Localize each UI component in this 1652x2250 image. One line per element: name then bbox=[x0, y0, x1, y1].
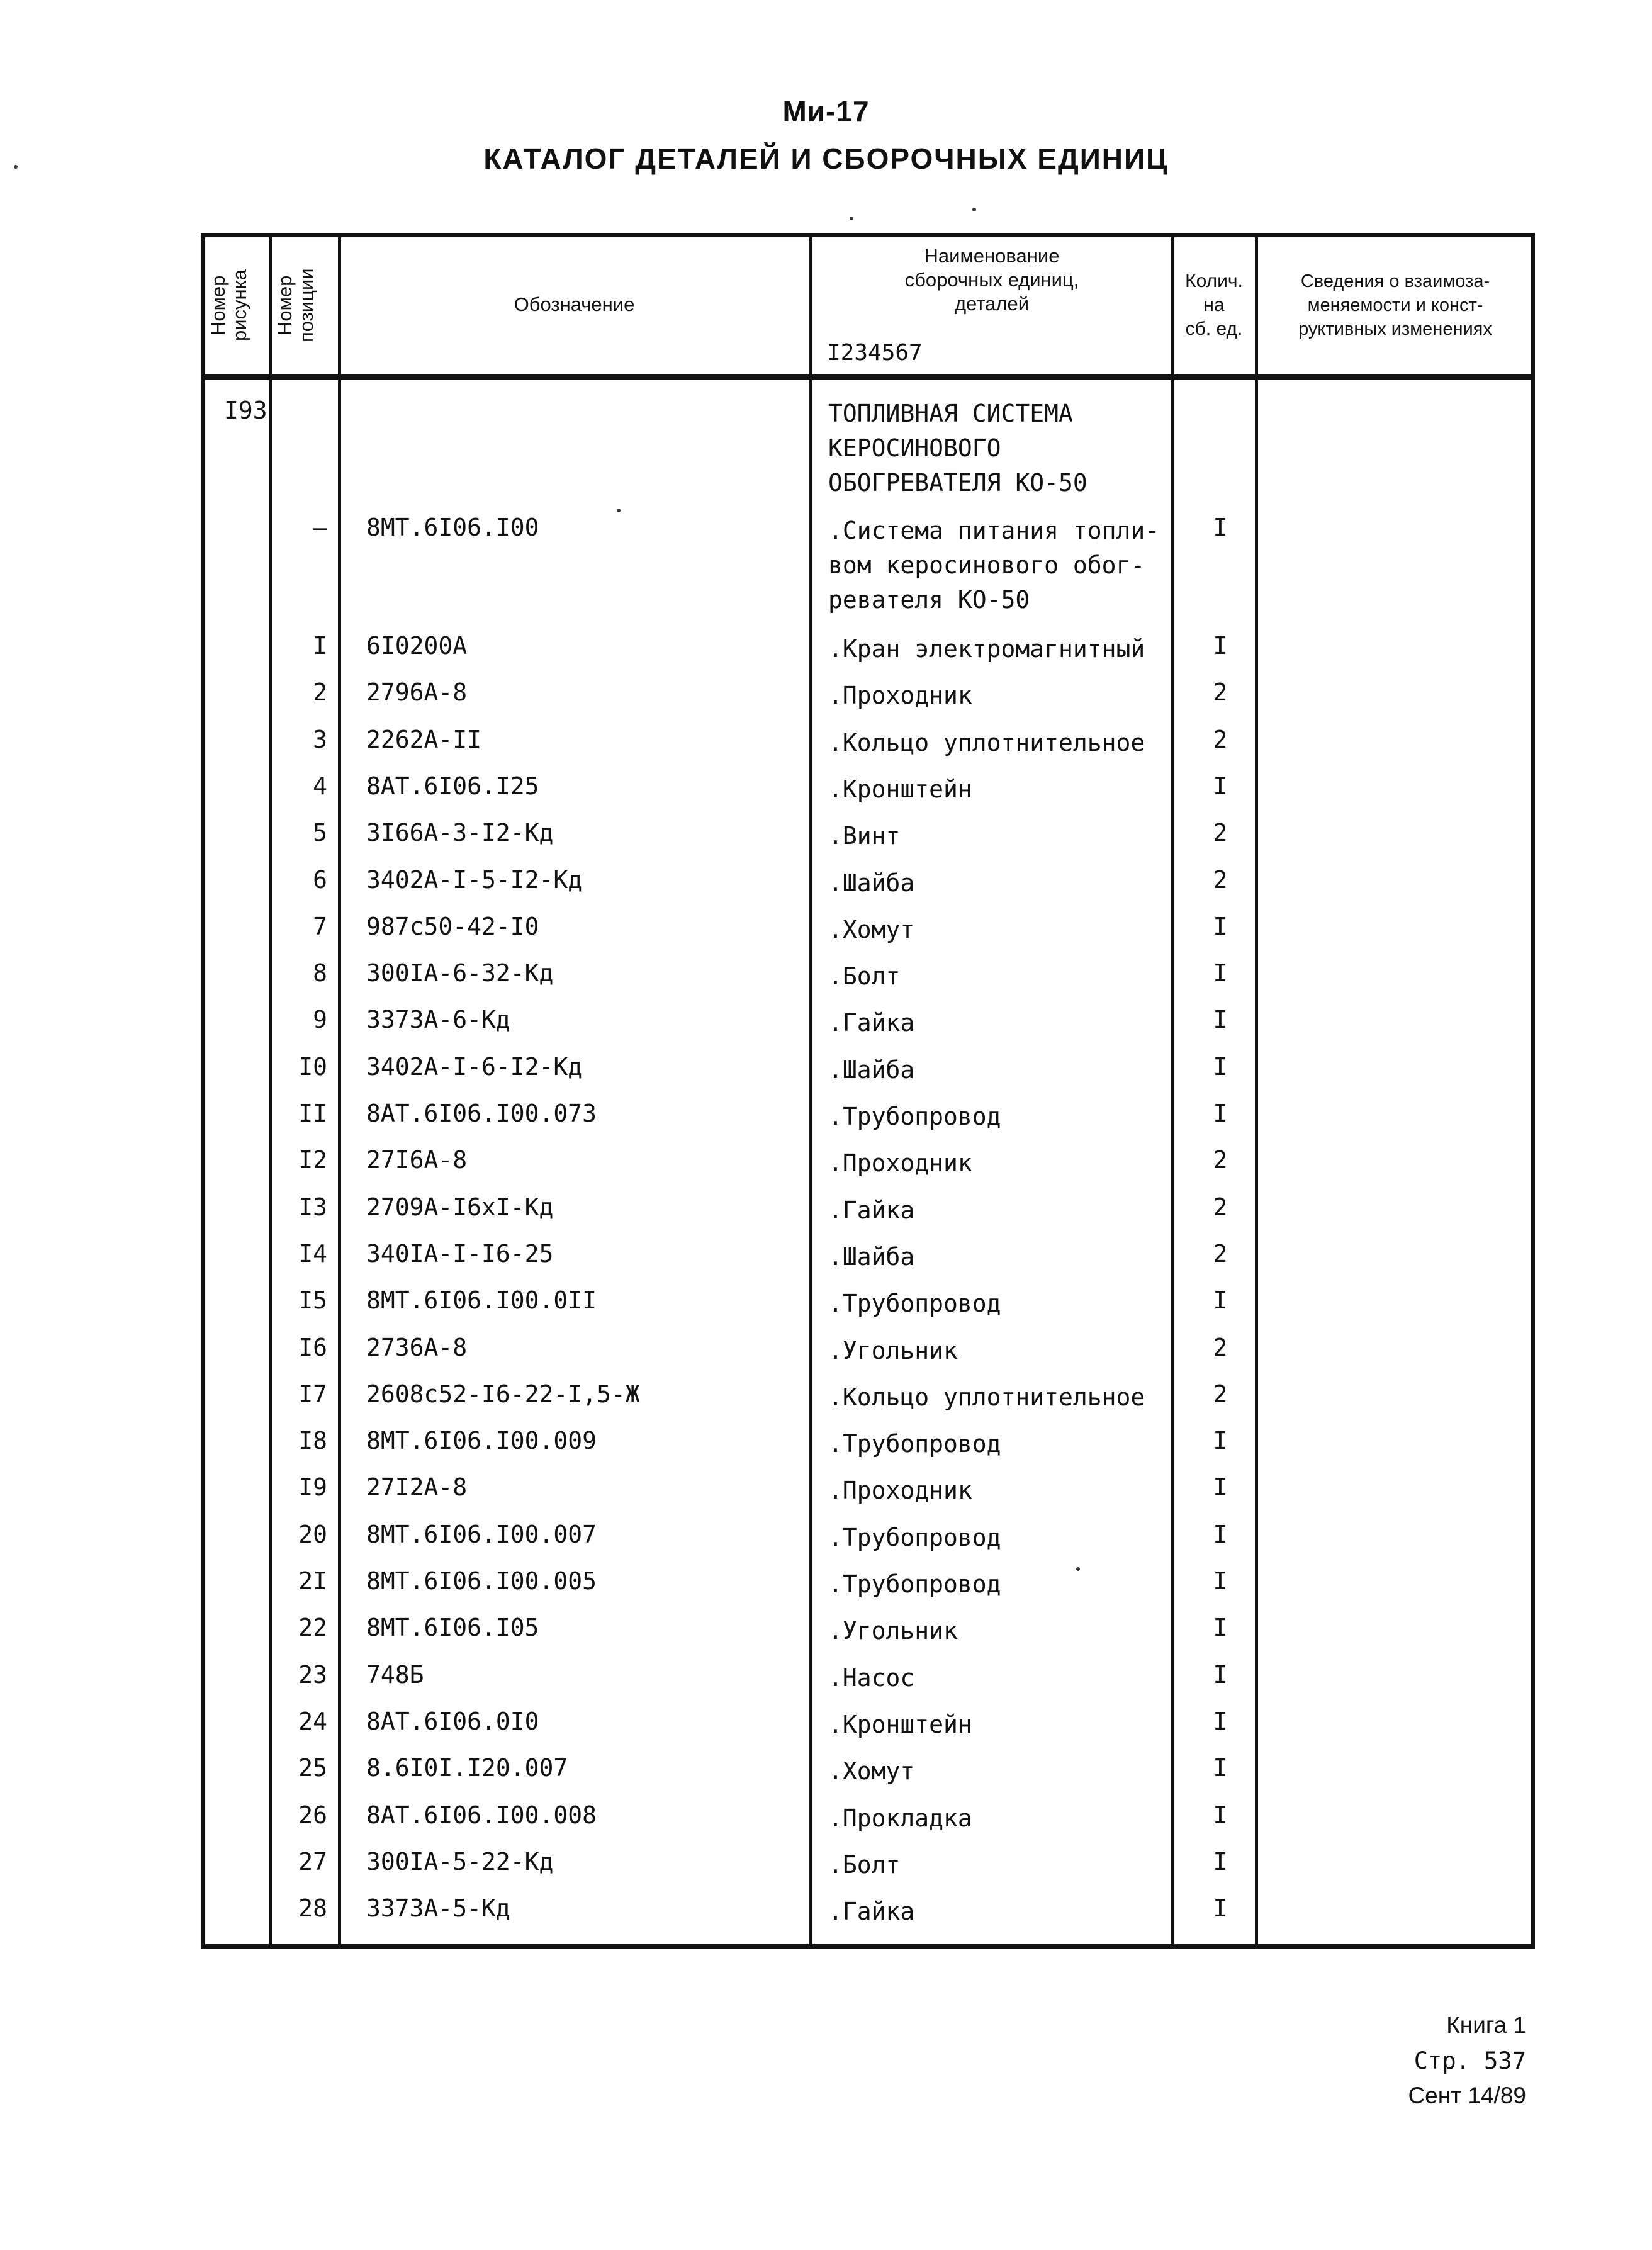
part-quantity: I bbox=[1213, 1521, 1228, 1548]
part-designation: 2736А-8 bbox=[366, 1334, 468, 1361]
header-notes-line: меняемости и конст- bbox=[1307, 295, 1483, 315]
part-name: .Трубопровод bbox=[828, 1570, 1001, 1598]
catalog-title: КАТАЛОГ ДЕТАЛЕЙ И СБОРОЧНЫХ ЕДИНИЦ bbox=[483, 142, 1169, 175]
part-name: .Шайба bbox=[828, 869, 915, 897]
header-name bbox=[816, 244, 1168, 316]
group-title-line: ТОПЛИВНАЯ СИСТЕМА bbox=[828, 400, 1073, 427]
scan-speck bbox=[14, 165, 18, 169]
part-quantity: I bbox=[1213, 1754, 1228, 1782]
header-name-line: Наименование bbox=[924, 245, 1060, 267]
part-quantity: I bbox=[1213, 959, 1228, 987]
assembly-designation: 8МТ.6I06.I00 bbox=[366, 514, 539, 541]
part-designation: 8МТ.6I06.I00.007 bbox=[366, 1521, 597, 1548]
part-position: I6 bbox=[298, 1334, 327, 1361]
part-position: I2 bbox=[298, 1146, 327, 1174]
part-name: .Кран электромагнитный bbox=[828, 635, 1145, 663]
part-designation: 3402А-I-5-I2-Кд bbox=[366, 866, 583, 894]
part-quantity: I bbox=[1213, 1707, 1228, 1735]
part-name: .Кронштейн bbox=[828, 1711, 972, 1738]
part-quantity: 2 bbox=[1213, 1146, 1228, 1174]
part-name: .Угольник bbox=[828, 1337, 958, 1364]
part-quantity: 2 bbox=[1213, 678, 1228, 706]
part-position: 2I bbox=[298, 1567, 327, 1595]
part-designation: 27I6А-8 bbox=[366, 1146, 468, 1174]
scan-speck bbox=[1076, 1567, 1080, 1571]
scan-speck bbox=[850, 217, 853, 220]
part-quantity: I bbox=[1213, 1473, 1228, 1501]
part-name: .Болт bbox=[828, 962, 901, 990]
part-position: I bbox=[313, 632, 327, 660]
column-divider bbox=[338, 233, 341, 1949]
part-name: .Шайба bbox=[828, 1243, 915, 1271]
header-notes-line: руктивных изменениях bbox=[1298, 319, 1492, 339]
part-quantity: I bbox=[1213, 1100, 1228, 1127]
part-designation: 2796А-8 bbox=[366, 678, 468, 706]
header-notes bbox=[1259, 269, 1532, 341]
header-quantity bbox=[1174, 269, 1254, 341]
scan-speck bbox=[972, 208, 976, 211]
part-position: 9 bbox=[313, 1006, 327, 1033]
part-name: .Трубопровод bbox=[828, 1103, 1001, 1130]
footer-page: Стр. 537 bbox=[1413, 2047, 1526, 2074]
part-designation: 8АТ.6I06.I00.008 bbox=[366, 1801, 597, 1829]
part-quantity: I bbox=[1213, 1286, 1228, 1314]
scan-speck bbox=[617, 509, 621, 512]
part-position: 6 bbox=[313, 866, 327, 894]
column-divider bbox=[269, 233, 272, 1949]
part-position: 3 bbox=[313, 726, 327, 753]
header-notes-line: Сведения о взаимоза- bbox=[1300, 271, 1490, 291]
footer-date: Сент 14/89 bbox=[1408, 2083, 1526, 2108]
part-position: 26 bbox=[298, 1801, 327, 1829]
part-name: .Болт bbox=[828, 1851, 901, 1879]
part-quantity: I bbox=[1213, 1614, 1228, 1641]
part-quantity: 2 bbox=[1213, 819, 1228, 847]
part-position: 22 bbox=[298, 1614, 327, 1641]
part-designation: 2262А-II bbox=[366, 726, 482, 753]
part-name: .Трубопровод bbox=[828, 1430, 1001, 1458]
part-quantity: I bbox=[1213, 1427, 1228, 1454]
part-designation: 2709А-I6хI-Кд bbox=[366, 1193, 554, 1221]
part-quantity: I bbox=[1213, 1661, 1228, 1689]
part-quantity: I bbox=[1213, 913, 1228, 940]
part-designation: 27I2А-8 bbox=[366, 1473, 468, 1501]
assembly-name-line: ревателя КО-50 bbox=[828, 586, 1030, 614]
part-designation: 3373А-6-Кд bbox=[366, 1006, 510, 1033]
part-position: I3 bbox=[298, 1193, 327, 1221]
part-designation: 8МТ.6I06.I00.0II bbox=[366, 1286, 597, 1314]
part-position: I4 bbox=[298, 1240, 327, 1268]
part-name: .Кольцо уплотнительное bbox=[828, 1383, 1145, 1411]
part-position: 28 bbox=[298, 1894, 327, 1922]
part-name: .Угольник bbox=[828, 1617, 958, 1645]
header-name-line: сборочных единиц, bbox=[904, 269, 1079, 291]
group-title-line: КЕРОСИНОВОГО bbox=[828, 434, 1001, 462]
part-designation: 3I66А-3-I2-Кд bbox=[366, 819, 554, 847]
part-position: 20 bbox=[298, 1521, 327, 1548]
assembly-quantity: I bbox=[1213, 514, 1228, 541]
part-position: 2 bbox=[313, 678, 327, 706]
group-title-line: ОБОГРЕВАТЕЛЯ КО-50 bbox=[828, 469, 1087, 497]
part-position: 8 bbox=[313, 959, 327, 987]
part-quantity: 2 bbox=[1213, 1334, 1228, 1361]
header-qty-line: Колич. bbox=[1185, 271, 1243, 291]
part-quantity: I bbox=[1213, 1006, 1228, 1033]
part-position: I9 bbox=[298, 1473, 327, 1501]
assembly-name-line: вом керосинового обог- bbox=[828, 551, 1145, 579]
part-position: 4 bbox=[313, 772, 327, 800]
part-quantity: I bbox=[1213, 772, 1228, 800]
part-position: I0 bbox=[298, 1053, 327, 1081]
table-header-divider bbox=[201, 374, 1535, 380]
part-quantity: I bbox=[1213, 1848, 1228, 1876]
part-name: .Трубопровод bbox=[828, 1290, 1001, 1317]
part-designation: 987с50-42-I0 bbox=[366, 913, 539, 940]
column-divider bbox=[1255, 233, 1258, 1949]
part-designation: 300IА-6-32-Кд bbox=[366, 959, 554, 987]
part-name: .Винт bbox=[828, 822, 901, 850]
part-quantity: I bbox=[1213, 1801, 1228, 1829]
header-name-ruler: I234567 bbox=[827, 340, 923, 366]
part-quantity: 2 bbox=[1213, 866, 1228, 894]
part-designation: 340IА-I-I6-25 bbox=[366, 1240, 554, 1268]
part-designation: 748Б bbox=[366, 1661, 424, 1689]
part-quantity: I bbox=[1213, 1053, 1228, 1081]
part-designation: 8АТ.6I06.I25 bbox=[366, 772, 539, 800]
part-position: 25 bbox=[298, 1754, 327, 1782]
part-designation: 3373А-5-Кд bbox=[366, 1894, 510, 1922]
footer-book: Книга 1 bbox=[1446, 2012, 1526, 2038]
part-position: 24 bbox=[298, 1707, 327, 1735]
part-designation: 3402А-I-6-I2-Кд bbox=[366, 1053, 583, 1081]
header-qty-line: сб. ед. bbox=[1185, 318, 1243, 339]
header-position-number: Номер позиции bbox=[274, 268, 317, 342]
part-designation: 8АТ.6I06.0I0 bbox=[366, 1707, 539, 1735]
part-position: 7 bbox=[313, 913, 327, 940]
group-title bbox=[828, 397, 1087, 500]
part-name: .Хомут bbox=[828, 916, 915, 943]
header-qty-line: на bbox=[1203, 295, 1225, 315]
header-designation: Обозначение bbox=[514, 293, 635, 315]
part-designation: 6I0200А bbox=[366, 632, 468, 660]
part-designation: 8МТ.6I06.I00.009 bbox=[366, 1427, 597, 1454]
part-name: .Проходник bbox=[828, 682, 972, 709]
part-quantity: I bbox=[1213, 1894, 1228, 1922]
part-designation: 2608с52-I6-22-I,5-Ж bbox=[366, 1380, 640, 1408]
part-position: I5 bbox=[298, 1286, 327, 1314]
catalog-model: Ми-17 bbox=[782, 95, 870, 128]
part-name: .Кронштейн bbox=[828, 775, 972, 803]
part-quantity: 2 bbox=[1213, 1380, 1228, 1408]
part-position: 23 bbox=[298, 1661, 327, 1689]
part-name: .Проходник bbox=[828, 1149, 972, 1177]
part-position: II bbox=[298, 1100, 327, 1127]
part-name: .Кольцо уплотнительное bbox=[828, 729, 1145, 757]
part-name: .Хомут bbox=[828, 1757, 915, 1785]
assembly-position: – bbox=[313, 514, 327, 541]
part-name: .Насос bbox=[828, 1664, 915, 1692]
part-name: .Гайка bbox=[828, 1009, 915, 1037]
column-divider bbox=[809, 233, 812, 1949]
part-designation: 8.6I0I.I20.007 bbox=[366, 1754, 568, 1782]
part-designation: 8МТ.6I06.I05 bbox=[366, 1614, 539, 1641]
part-quantity: 2 bbox=[1213, 726, 1228, 753]
header-figure-number: Номер рисунка bbox=[207, 269, 250, 342]
part-name: .Шайба bbox=[828, 1056, 915, 1084]
part-name: .Трубопровод bbox=[828, 1524, 1001, 1551]
part-position: I7 bbox=[298, 1380, 327, 1408]
figure-number: I93 bbox=[224, 397, 267, 424]
part-designation: 8МТ.6I06.I00.005 bbox=[366, 1567, 597, 1595]
assembly-name bbox=[828, 514, 1159, 617]
part-name: .Гайка bbox=[828, 1196, 915, 1224]
part-designation: 8АТ.6I06.I00.073 bbox=[366, 1100, 597, 1127]
header-name-line: деталей bbox=[954, 293, 1030, 315]
part-position: 27 bbox=[298, 1848, 327, 1876]
assembly-name-line: .Система питания топли- bbox=[828, 517, 1160, 544]
part-quantity: 2 bbox=[1213, 1240, 1228, 1268]
part-quantity: I bbox=[1213, 1567, 1228, 1595]
part-quantity: 2 bbox=[1213, 1193, 1228, 1221]
part-name: .Гайка bbox=[828, 1898, 915, 1925]
part-quantity: I bbox=[1213, 632, 1228, 660]
column-divider bbox=[1171, 233, 1174, 1949]
part-position: 5 bbox=[313, 819, 327, 847]
part-name: .Проходник bbox=[828, 1477, 972, 1504]
part-designation: 300IА-5-22-Кд bbox=[366, 1848, 554, 1876]
part-name: .Прокладка bbox=[828, 1804, 972, 1832]
part-position: I8 bbox=[298, 1427, 327, 1454]
